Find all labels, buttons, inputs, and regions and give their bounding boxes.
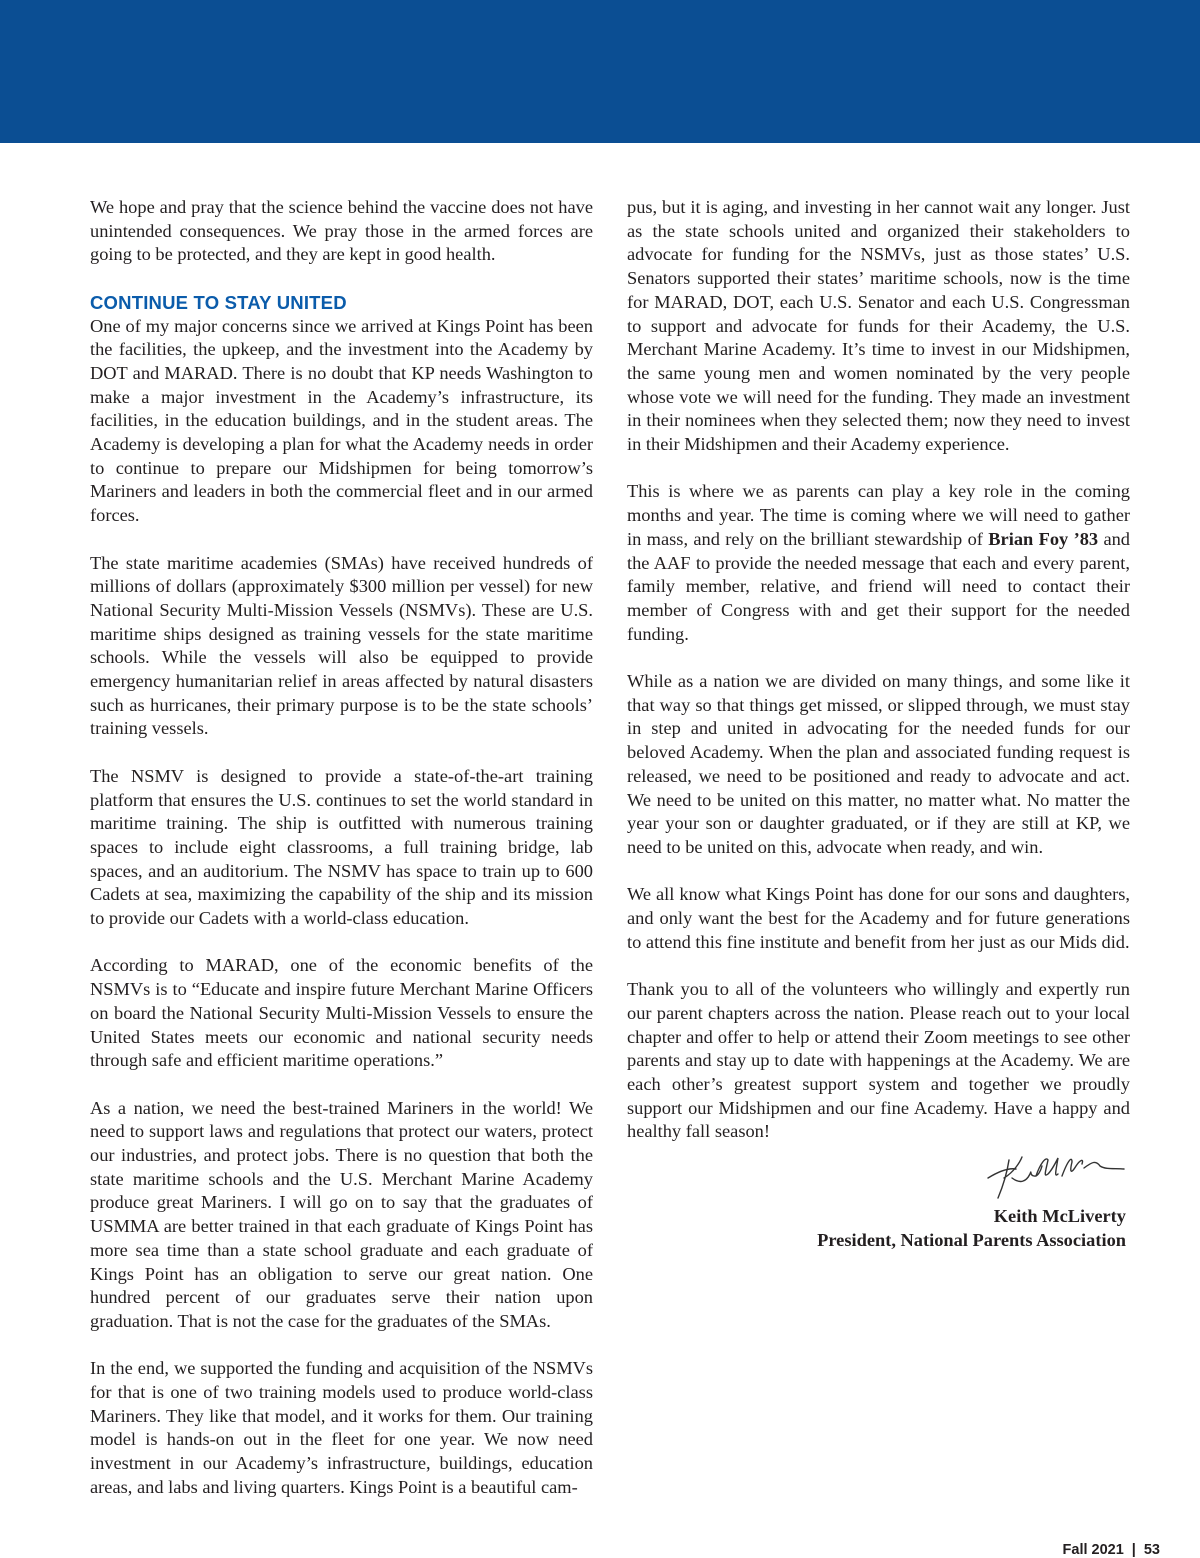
section-heading: CONTINUE TO STAY UNITED (90, 291, 347, 313)
left-column (90, 196, 593, 1500)
paragraph: Thank you to all of the volunteers who willingly and expertly run our parent chapters across the nation. Please reach out to your local chapter and offer to help or attend their Zoom meetings to see other parents and stay up to date with happenings at the Academy. We are each other’s greatest support system and together we proudly support our Midshipmen and our fine Academy. Have a happy and healthy fall season! (627, 979, 1130, 1142)
signatory-name: Keith McLiverty (993, 1206, 1126, 1226)
paragraph: pus, but it is aging, and investing in her cannot wait any longer. Just as the state schools united and organized their stakeholders to advocate for funding for the NSMVs, just as those states’ U.S. Senators supported their states’ maritime schools, now is the time for MARAD, DOT, each U.S. Senator and each U.S. Congressman to support and advocate for funds for their Academy, the U.S. Merchant Marine Academy. It’s time to invest in our Midshipmen, the same young men and women nominated by the very people whose vote we will need for the funding. They made an investment in their nominees when they selected them; now they need to invest in their Midshipmen and their Academy experience. (627, 197, 1130, 455)
footer-separator: | (1131, 1542, 1136, 1558)
paragraph: While as a nation we are divided on many things, and some like it that way so that things get missed, or slipped through, we must stay in step and united in advocating for the needed funds for our beloved Academy. When the plan and associated funding request is released, we need to be positioned and ready to advocate and act. We need to be united on this matter, no matter what. No matter the year your son or daughter graduated, or if they are still at KP, we need to be united on this, advocate when ready, and win. (627, 671, 1130, 857)
paragraph: We all know what Kings Point has done for our sons and daughters, and only want the best for the Academy and for future generations to attend this fine institute and benefit from her just as our Mids did. (627, 884, 1130, 952)
paragraph: The state maritime academies (SMAs) have received hundreds of millions of dollars (approximately $300 million per vessel) for new National Security Multi-Mission Vessels (NSMVs). These are U.S. maritime ships designed as training vessels for the state maritime schools. While the vessels will also be equipped to provide emergency humanitarian relief in areas affected by natural disasters such as hurricanes, their primary purpose is to be the state schools’ training vessels. (90, 552, 593, 739)
paragraph: The NSMV is designed to provide a state-of-the-art training platform that ensures the U.S. continues to set the world standard in maritime training. The ship is outfitted with numerous training spaces to include eight classrooms, a full training bridge, lab spaces, and an auditorium. The NSMV has space to train up to 600 Cadets at sea, maximizing the capability of the ship and its mission to provide our Cadets with a world-class education. (90, 765, 593, 929)
issue-label: Fall 2021 (1062, 1542, 1124, 1558)
paragraph-text: This is where we as parents can play a key role in the coming months and year. The time is coming where we will need to gather in mass, and rely on the brilliant stewardship of (627, 481, 1130, 549)
handwritten-signature (976, 1148, 1126, 1204)
page-footer (1063, 1542, 1160, 1558)
paragraph-text: and the AAF to provide the needed message that each and every parent, family member, relative, and friend will need to contact their member of Congress with and get their support for the needed funding. (627, 528, 1131, 644)
page-number: 53 (1143, 1542, 1160, 1558)
paragraph: We hope and pray that the science behind the vaccine does not have unintended consequences. We pray those in the armed forces are going to be protected, and they are kept in good health. (90, 197, 593, 265)
header-band (0, 0, 1200, 143)
paragraph: According to MARAD, one of the economic benefits of the NSMVs is to “Educate and inspire future Merchant Marine Officers on board the National Security Multi-Mission Vessels to ensure the United States meets our economic and national security needs through safe and efficient maritime operations.” (90, 955, 593, 1071)
paragraph: In the end, we supported the funding and acquisition of the NSMVs for that is one of two training models used to produce world-class Mariners. They like that model, and it works for them. Our training model is hands-on out in the fleet for one year. We now need investment in our Academy’s infrastructure, buildings, education areas, and labs and living quarters. Kings Point is a beautiful cam- (90, 1358, 593, 1497)
paragraph: One of my major concerns since we arrived at Kings Point has been the facilities, the upkeep, and the investment into the Academy by DOT and MARAD. There is no doubt that KP needs Washington to make a major investment in the Academy’s infrastructure, its facilities, in the education buildings, and in the student areas. The Academy is developing a plan for what the Academy needs in order to continue to prepare our Midshipmen for being tomorrow’s Mariners and leaders in both the commercial fleet and in our armed forces. (90, 315, 593, 526)
paragraph (627, 480, 1130, 646)
right-column (627, 196, 1130, 1144)
paragraph: As a nation, we need the best-trained Mariners in the world! We need to support laws and regulations that protect our waters, protect our industries, and protect jobs. There is no question that both the state maritime schools and the U.S. Merchant Marine Academy produce great Mariners. I will go on to say that the graduates of USMMA are better trained in that each graduate of Kings Point has more sea time than a state school graduate and each graduate of Kings Point has an obligation to serve our great nation. One hundred percent of our graduates serve their nation upon graduation. That is not the case for the graduates of the SMAs. (90, 1097, 593, 1331)
person-name-bold: Brian Foy ’83 (988, 528, 1099, 549)
signatory-title: President, National Parents Association (817, 1230, 1126, 1250)
signature-block (766, 1148, 1126, 1252)
